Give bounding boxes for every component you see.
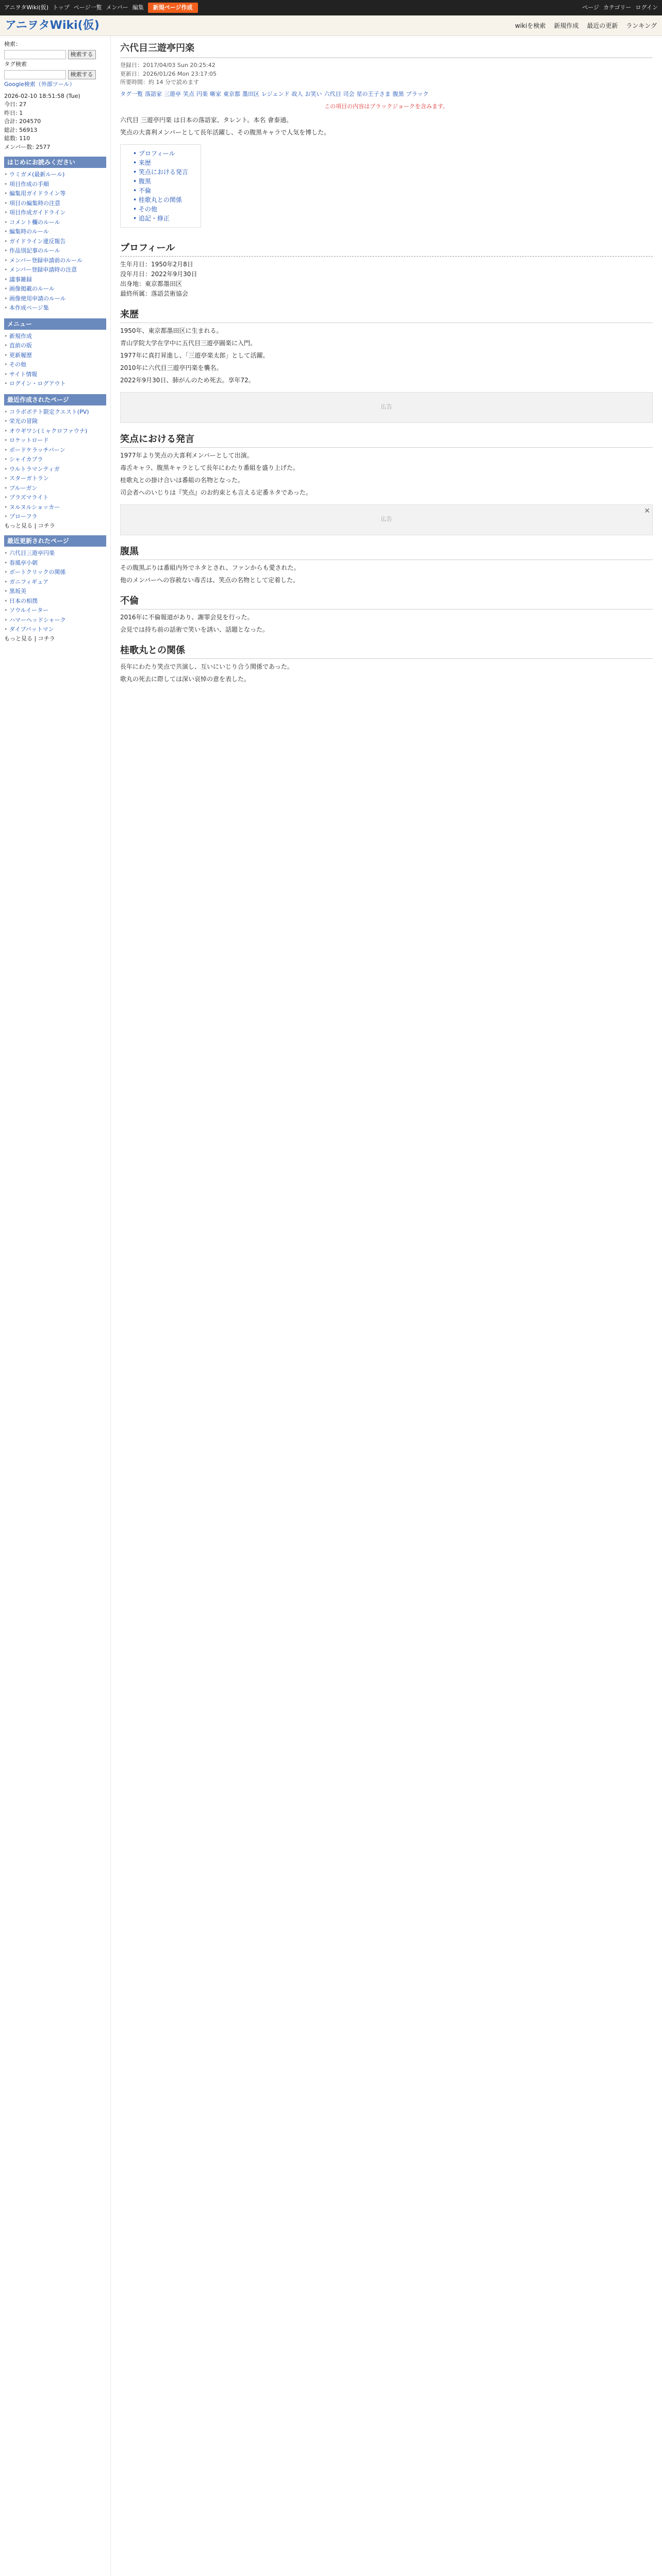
sidebar-link-text[interactable]: コラボポテト限定クエスト(PV) bbox=[9, 408, 89, 415]
sidebar-link[interactable] bbox=[4, 606, 106, 616]
paragraph: 没年月日：2022年9月30日 bbox=[120, 270, 197, 278]
tag-link[interactable]: お笑い bbox=[305, 90, 322, 97]
sidebar-link-text[interactable]: コメント欄のルール bbox=[9, 218, 60, 226]
section-utamaru: 桂歌丸との関係 bbox=[120, 643, 653, 659]
site-stats bbox=[4, 92, 106, 152]
toc-link[interactable]: • 追記・修正 bbox=[133, 214, 170, 222]
shoten-text bbox=[120, 451, 653, 497]
toc-link[interactable]: • 桂歌丸との関係 bbox=[133, 196, 182, 204]
sidebar-link[interactable] bbox=[4, 237, 106, 247]
toc-item[interactable] bbox=[133, 186, 188, 195]
site-name[interactable]: アニヲタWiki(仮) bbox=[4, 4, 49, 11]
sidebar-link[interactable] bbox=[4, 199, 106, 209]
sidebar-link[interactable] bbox=[4, 227, 106, 237]
sidebar-link[interactable] bbox=[4, 379, 106, 389]
stat-sum: 総計: 56913 bbox=[4, 126, 38, 133]
topbar-right-page[interactable]: ページ bbox=[582, 4, 599, 11]
paragraph: 他のメンバーへの容赦ない毒舌は、笑点の名物として定着した。 bbox=[120, 576, 300, 584]
section-profile: プロフィール bbox=[120, 241, 653, 257]
toc-item[interactable] bbox=[133, 177, 188, 186]
ad-banner-2[interactable] bbox=[120, 504, 653, 535]
tag-link[interactable]: 円楽 bbox=[196, 90, 208, 97]
nav-create[interactable]: 新規作成 bbox=[554, 22, 579, 29]
sidebar-link-text[interactable]: ブローフラ bbox=[9, 513, 38, 520]
sidebar-link-text[interactable]: ソウルイーター bbox=[9, 607, 49, 614]
search-label: 検索： bbox=[4, 41, 21, 47]
sidebar-link-text[interactable]: オウギワシ(ミャクロファウナ) bbox=[9, 427, 88, 434]
paragraph: 最終所属：落語芸術協会 bbox=[120, 290, 189, 297]
sidebar-link[interactable] bbox=[4, 503, 106, 513]
sidebar-link-text[interactable]: 更新履歴 bbox=[9, 351, 32, 359]
paragraph: 青山学院大学在学中に五代目三遊亭圓楽に入門。 bbox=[120, 339, 257, 347]
paragraph: その腹黒ぶりは番組内外でネタとされ、ファンからも愛された。 bbox=[120, 564, 300, 571]
paragraph: 司会者へのいじりは『笑点』のお約束とも言える定番ネタであった。 bbox=[120, 488, 312, 496]
sidebar-link[interactable] bbox=[4, 493, 106, 503]
toc-link[interactable]: • 不倫 bbox=[133, 187, 151, 194]
sidebar-link[interactable] bbox=[4, 332, 106, 342]
section-history: 来歴 bbox=[120, 308, 653, 323]
paragraph: 生年月日：1950年2月8日 bbox=[120, 260, 193, 268]
sidebar-link-text[interactable]: 画像掲載のルール bbox=[9, 285, 55, 292]
sidebar-link-text[interactable]: その他 bbox=[9, 361, 26, 368]
tag-link[interactable]: 墨田区 bbox=[242, 90, 259, 97]
sidebar-link-text[interactable]: 新規作成 bbox=[9, 332, 32, 340]
sidebar-link[interactable] bbox=[4, 180, 106, 190]
tag-link[interactable]: 星の王子さま bbox=[356, 90, 391, 97]
sidebar-link-text[interactable]: メンバー登録申請前のルール bbox=[9, 257, 83, 264]
sidebar-link[interactable] bbox=[4, 465, 106, 474]
sidebar-list-updated bbox=[4, 549, 106, 635]
sidebar-link[interactable] bbox=[4, 189, 106, 199]
sidebar-link-text[interactable]: 黒坂美 bbox=[9, 588, 26, 595]
sidebar-link-text[interactable]: 項目作成ガイドライン bbox=[9, 209, 66, 216]
sidebar-section-intro: はじめにお読みください bbox=[4, 157, 106, 168]
sidebar-link-text[interactable]: 春風亭小朝 bbox=[9, 559, 38, 566]
sidebar-link-text[interactable]: 日本の相撲 bbox=[9, 597, 38, 604]
sidebar-link[interactable] bbox=[4, 351, 106, 361]
paragraph: 長年にわたり笑点で共演し、互いにいじり合う関係であった。 bbox=[120, 663, 293, 670]
tag-link[interactable]: 六代目 bbox=[324, 90, 341, 97]
sidebar-link[interactable] bbox=[4, 625, 106, 635]
paragraph: 1977年より笑点の大喜利メンバーとして出演。 bbox=[120, 451, 253, 459]
topbar-right-category[interactable]: カテゴリー bbox=[603, 4, 632, 11]
updated-date: 更新日：2026/01/26 Mon 23:17:05 bbox=[120, 70, 217, 77]
tag-link[interactable]: 噺家 bbox=[210, 90, 221, 97]
nav-recent[interactable]: 最近の更新 bbox=[587, 22, 618, 29]
sidebar-link[interactable] bbox=[4, 408, 106, 417]
sidebar-link-text[interactable]: ログイン・ログアウト bbox=[9, 380, 66, 387]
sidebar-link-text[interactable]: シャイカブラ bbox=[9, 456, 43, 463]
toc-link[interactable]: • その他 bbox=[133, 205, 157, 213]
nav-search[interactable]: wikiを検索 bbox=[515, 22, 546, 29]
login-link[interactable]: ログイン bbox=[635, 4, 658, 11]
stat-yesterday: 昨日: 1 bbox=[4, 109, 23, 116]
section-haraguro: 腹黒 bbox=[120, 545, 653, 560]
more-link-2[interactable]: もっと見る | コチラ bbox=[4, 635, 55, 642]
tag-link[interactable]: タグ一覧 bbox=[120, 90, 143, 97]
topbar-link-members[interactable]: メンバー bbox=[106, 4, 128, 11]
tag-link[interactable]: 腹黒 bbox=[392, 90, 404, 97]
sidebar-link-text[interactable]: ハマーヘッドシャーク bbox=[9, 616, 66, 623]
tag-search-input[interactable] bbox=[4, 70, 66, 79]
sidebar-link-text[interactable]: 項目作成の手順 bbox=[9, 180, 49, 188]
topbar-link-pages[interactable]: ページ一覧 bbox=[73, 4, 102, 11]
sidebar-link[interactable] bbox=[4, 616, 106, 625]
sidebar-link[interactable] bbox=[4, 578, 106, 587]
toc-link[interactable]: • 来歴 bbox=[133, 159, 151, 166]
table-of-contents bbox=[120, 144, 201, 228]
sidebar-link-text[interactable]: ウルトラマンティガ bbox=[9, 465, 60, 472]
sidebar-link[interactable] bbox=[4, 294, 106, 304]
sidebar-link-text[interactable]: メンバー登録申請時の注意 bbox=[9, 266, 77, 273]
sidebar-link-text[interactable]: プラズマライト bbox=[9, 494, 49, 501]
paragraph: 会見では持ち前の話術で笑いを誘い、話題となった。 bbox=[120, 625, 269, 633]
sidebar-link[interactable] bbox=[4, 341, 106, 351]
sidebar-link-text[interactable]: 作品別記事のルール bbox=[9, 247, 60, 254]
paragraph: 2010年に六代目三遊亭円楽を襲名。 bbox=[120, 364, 223, 371]
tag-list bbox=[120, 90, 653, 99]
sidebar-link-text[interactable]: ウミガメ(最新ルール) bbox=[9, 171, 65, 178]
toc-item[interactable] bbox=[133, 205, 188, 214]
ad-banner[interactable]: 広告 bbox=[120, 392, 653, 423]
read-time: 所要時間：約 14 分で読めます bbox=[120, 79, 199, 86]
utamaru-text bbox=[120, 662, 653, 684]
stat-today: 今日: 27 bbox=[4, 101, 27, 108]
sidebar-list-new bbox=[4, 408, 106, 522]
sidebar-link-text[interactable]: 直前の版 bbox=[9, 342, 32, 349]
tag-link[interactable]: 三遊亭 bbox=[164, 90, 181, 97]
tag-link[interactable]: 司会 bbox=[343, 90, 355, 97]
sidebar-link[interactable] bbox=[4, 275, 106, 285]
sidebar-list-menu bbox=[4, 332, 106, 389]
sidebar-link[interactable] bbox=[4, 284, 106, 294]
tag-link[interactable]: ブラック bbox=[406, 90, 429, 97]
sidebar-link-text[interactable]: ブルーガン bbox=[9, 484, 38, 492]
sidebar-link-text[interactable]: ガイドライン違反報告 bbox=[9, 238, 66, 245]
ad-label: 広告 bbox=[380, 516, 392, 523]
sidebar-section-new: 最近作成されたページ bbox=[4, 394, 106, 405]
sidebar-link-text[interactable]: スターガトラン bbox=[9, 475, 49, 482]
sidebar-link-text[interactable]: 画像使用申請のルール bbox=[9, 295, 66, 302]
page-meta bbox=[120, 61, 653, 87]
sidebar-link[interactable] bbox=[4, 512, 106, 522]
created-date: 登録日：2017/04/03 Sun 20:25:42 bbox=[120, 62, 216, 69]
sidebar-link[interactable] bbox=[4, 208, 106, 218]
sidebar-link-text[interactable]: ボードケラッチバーン bbox=[9, 446, 65, 453]
sidebar-section-menu: メニュー bbox=[4, 318, 106, 330]
sidebar-link[interactable] bbox=[4, 597, 106, 606]
topbar-link-edit[interactable]: 編集 bbox=[132, 4, 144, 11]
paragraph: 2016年に不倫報道があり、謝罪会見を行った。 bbox=[120, 613, 254, 621]
sidebar-link-text[interactable]: 栄光の冒険 bbox=[9, 418, 38, 425]
sidebar-link[interactable] bbox=[4, 484, 106, 494]
intro-text: 六代目 三遊亭円楽 は日本の落語家、タレント。本名 會泰通。 bbox=[120, 116, 293, 124]
toc-item[interactable] bbox=[133, 195, 188, 205]
page-title: 六代目三遊亭円楽 bbox=[120, 41, 653, 58]
toc-item[interactable] bbox=[133, 167, 188, 177]
sidebar-link[interactable] bbox=[4, 455, 106, 465]
sidebar-link[interactable] bbox=[4, 587, 106, 597]
paragraph: 1950年、東京都墨田区に生まれる。 bbox=[120, 327, 223, 334]
google-search-link[interactable]: Google検索（外部ツール） bbox=[4, 81, 75, 88]
sidebar-link[interactable] bbox=[4, 446, 106, 455]
topbar-link-top[interactable]: トップ bbox=[53, 4, 70, 11]
sidebar-link[interactable] bbox=[4, 427, 106, 436]
tag-search-label: タグ検索 bbox=[4, 61, 27, 67]
create-page-button[interactable]: 新規ページ作成 bbox=[148, 3, 198, 13]
sidebar-link[interactable] bbox=[4, 170, 106, 180]
section-affair: 不倫 bbox=[120, 594, 653, 609]
close-icon[interactable]: ✕ bbox=[644, 506, 650, 515]
intro-text-2: 笑点の大喜利メンバーとして長年活躍し、その腹黒キャラで人気を博した。 bbox=[120, 128, 330, 136]
affair-text bbox=[120, 613, 653, 634]
sidebar-link-text[interactable]: ダイブバットマン bbox=[9, 626, 54, 633]
toc-list bbox=[133, 149, 188, 223]
search-input[interactable] bbox=[4, 50, 66, 59]
sidebar-link[interactable] bbox=[4, 246, 106, 256]
toc-link[interactable]: • 腹黒 bbox=[133, 177, 151, 185]
sidebar-link[interactable] bbox=[4, 558, 106, 568]
sidebar-link-text[interactable]: 六代目三遊亭円楽 bbox=[9, 550, 55, 556]
sidebar-link-text[interactable]: 本作成ページ集 bbox=[9, 304, 49, 311]
sidebar-link-text[interactable]: ヌルヌルショッカー bbox=[9, 503, 60, 511]
sidebar-section-updated: 最近更新されたページ bbox=[4, 535, 106, 547]
tag-search-button[interactable]: 検索する bbox=[68, 70, 96, 80]
sidebar-link-text[interactable]: 編集時のルール bbox=[9, 228, 49, 235]
sidebar-link[interactable] bbox=[4, 360, 106, 370]
sidebar-link[interactable] bbox=[4, 265, 106, 275]
toc-link[interactable]: • 笑点における発言 bbox=[133, 168, 188, 176]
stat-count: 総数: 110 bbox=[4, 135, 30, 142]
paragraph: 1977年に真打昇進し、「三遊亭楽太郎」として活躍。 bbox=[120, 351, 269, 359]
paragraph: 歌丸の死去に際しては深い哀悼の意を表した。 bbox=[120, 675, 251, 683]
sidebar-list-intro bbox=[4, 170, 106, 313]
sidebar-link-text[interactable]: 議事雑録 bbox=[9, 276, 32, 283]
site-header bbox=[0, 15, 662, 36]
section-shoten: 笑点における発言 bbox=[120, 432, 653, 448]
search-button[interactable]: 検索する bbox=[68, 50, 96, 60]
content-notice: この項目の内容はブラックジョークを含みます。 bbox=[324, 103, 449, 110]
sidebar-link[interactable] bbox=[4, 303, 106, 313]
tag-link[interactable]: レジェンド bbox=[261, 90, 290, 97]
top-bar bbox=[0, 0, 662, 15]
sidebar-link[interactable] bbox=[4, 218, 106, 228]
paragraph: 2022年9月30日、肺がんのため死去。享年72。 bbox=[120, 376, 255, 384]
sidebar-link[interactable] bbox=[4, 256, 106, 266]
sidebar-link[interactable] bbox=[4, 417, 106, 427]
paragraph: 出身地：東京都墨田区 bbox=[120, 280, 183, 287]
sidebar-link[interactable] bbox=[4, 549, 106, 558]
profile-list bbox=[120, 260, 653, 298]
site-logo[interactable]: アニヲタWiki(仮) bbox=[5, 19, 100, 32]
paragraph: 毒舌キャラ、腹黒キャラとして長年にわたり番組を盛り上げた。 bbox=[120, 464, 300, 471]
sidebar-link-text[interactable]: ボートクリックの関係 bbox=[9, 569, 66, 575]
stat-members: メンバー数: 2577 bbox=[4, 143, 51, 150]
paragraph: 桂歌丸との掛け合いは番組の名物となった。 bbox=[120, 476, 244, 484]
stat-date: 2026-02-10 18:51:58 (Tue) bbox=[4, 92, 80, 99]
nav-ranking[interactable]: ランキング bbox=[626, 22, 657, 29]
toc-item[interactable] bbox=[133, 214, 188, 223]
tag-link[interactable]: 故人 bbox=[291, 90, 303, 97]
history-text bbox=[120, 326, 653, 385]
sidebar-link[interactable] bbox=[4, 568, 106, 578]
sidebar-link-text[interactable]: ロケットロード bbox=[9, 437, 49, 444]
toc-item[interactable] bbox=[133, 158, 188, 167]
sidebar-link[interactable] bbox=[4, 474, 106, 484]
stat-total: 合計: 204570 bbox=[4, 118, 41, 125]
tag-link[interactable]: 笑点 bbox=[183, 90, 194, 97]
sidebar-link-text[interactable]: 編集用ガイドライン等 bbox=[9, 190, 66, 197]
sidebar-link-text[interactable]: 項目の編集時の注意 bbox=[9, 199, 60, 207]
haraguro-text bbox=[120, 563, 653, 585]
toc-link[interactable]: • プロフィール bbox=[133, 149, 175, 157]
tag-link[interactable]: 落語家 bbox=[145, 90, 162, 97]
sidebar-link[interactable] bbox=[4, 370, 106, 380]
sidebar-link[interactable] bbox=[4, 436, 106, 446]
tag-link[interactable]: 東京都 bbox=[223, 90, 240, 97]
sidebar-link-text[interactable]: サイト情報 bbox=[9, 370, 38, 378]
sidebar-link-text[interactable]: ガニフィギュア bbox=[9, 578, 49, 585]
main-content bbox=[111, 36, 662, 2576]
toc-item[interactable] bbox=[133, 149, 188, 158]
more-link[interactable]: もっと見る | コチラ bbox=[4, 522, 55, 529]
sidebar bbox=[0, 36, 111, 2576]
